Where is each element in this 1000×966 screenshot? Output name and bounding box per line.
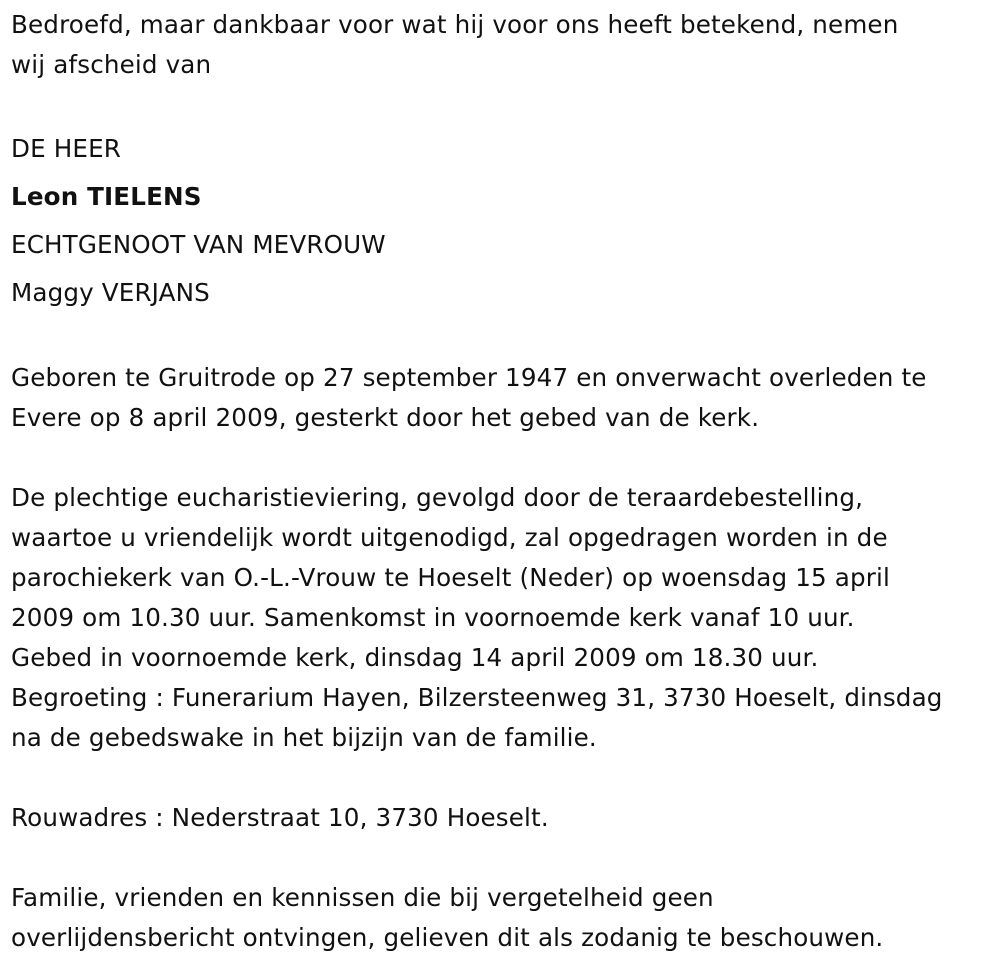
closing-line: overlijdensbericht ontvingen, gelieven dit als zodanig te beschouwen. [11, 923, 884, 952]
paragraph-spacer [11, 438, 992, 478]
paragraph-spacer [11, 758, 992, 798]
ceremony-line: Begroeting : Funerarium Hayen, Bilzersteenweg 31, 3730 Hoeselt, dinsdag [11, 683, 943, 712]
intro-line: Bedroefd, maar dankbaar voor wat hij voor ons heeft betekend, nemen [11, 10, 899, 39]
birth-line: Evere op 8 april 2009, gesterkt door het gebed van de kerk. [11, 403, 760, 432]
birth-line: Geboren te Gruitrode op 27 september 1947 en onverwacht overleden te [11, 363, 927, 392]
person-name: Leon TIELENS [11, 182, 202, 211]
paragraph-spacer [11, 85, 992, 125]
person-relation: ECHTGENOOT VAN MEVROUW [11, 230, 386, 259]
ceremony-line: na de gebedswake in het bijzijn van de familie. [11, 723, 597, 752]
intro-line: wij afscheid van [11, 50, 212, 79]
ceremony-line: parochiekerk van O.-L.-Vrouw te Hoeselt (Neder) op woensdag 15 april [11, 563, 890, 592]
paragraph-spacer [11, 317, 992, 358]
ceremony-line: Gebed in voornoemde kerk, dinsdag 14 april 2009 om 18.30 uur. [11, 643, 819, 672]
spouse-name: Maggy VERJANS [11, 278, 210, 307]
ceremony-line: 2009 om 10.30 uur. Samenkomst in voornoemde kerk vanaf 10 uur. [11, 603, 855, 632]
ceremony-line: waartoe u vriendelijk wordt uitgenodigd, zal opgedragen worden in de [11, 523, 888, 552]
closing-line: Familie, vrienden en kennissen die bij vergetelheid geen [11, 883, 714, 912]
mourning-address: Rouwadres : Nederstraat 10, 3730 Hoeselt. [11, 803, 549, 832]
paragraph-spacer [11, 838, 992, 878]
ceremony-line: De plechtige eucharistieviering, gevolgd door de teraardebestelling, [11, 483, 864, 512]
person-title: DE HEER [11, 134, 122, 163]
